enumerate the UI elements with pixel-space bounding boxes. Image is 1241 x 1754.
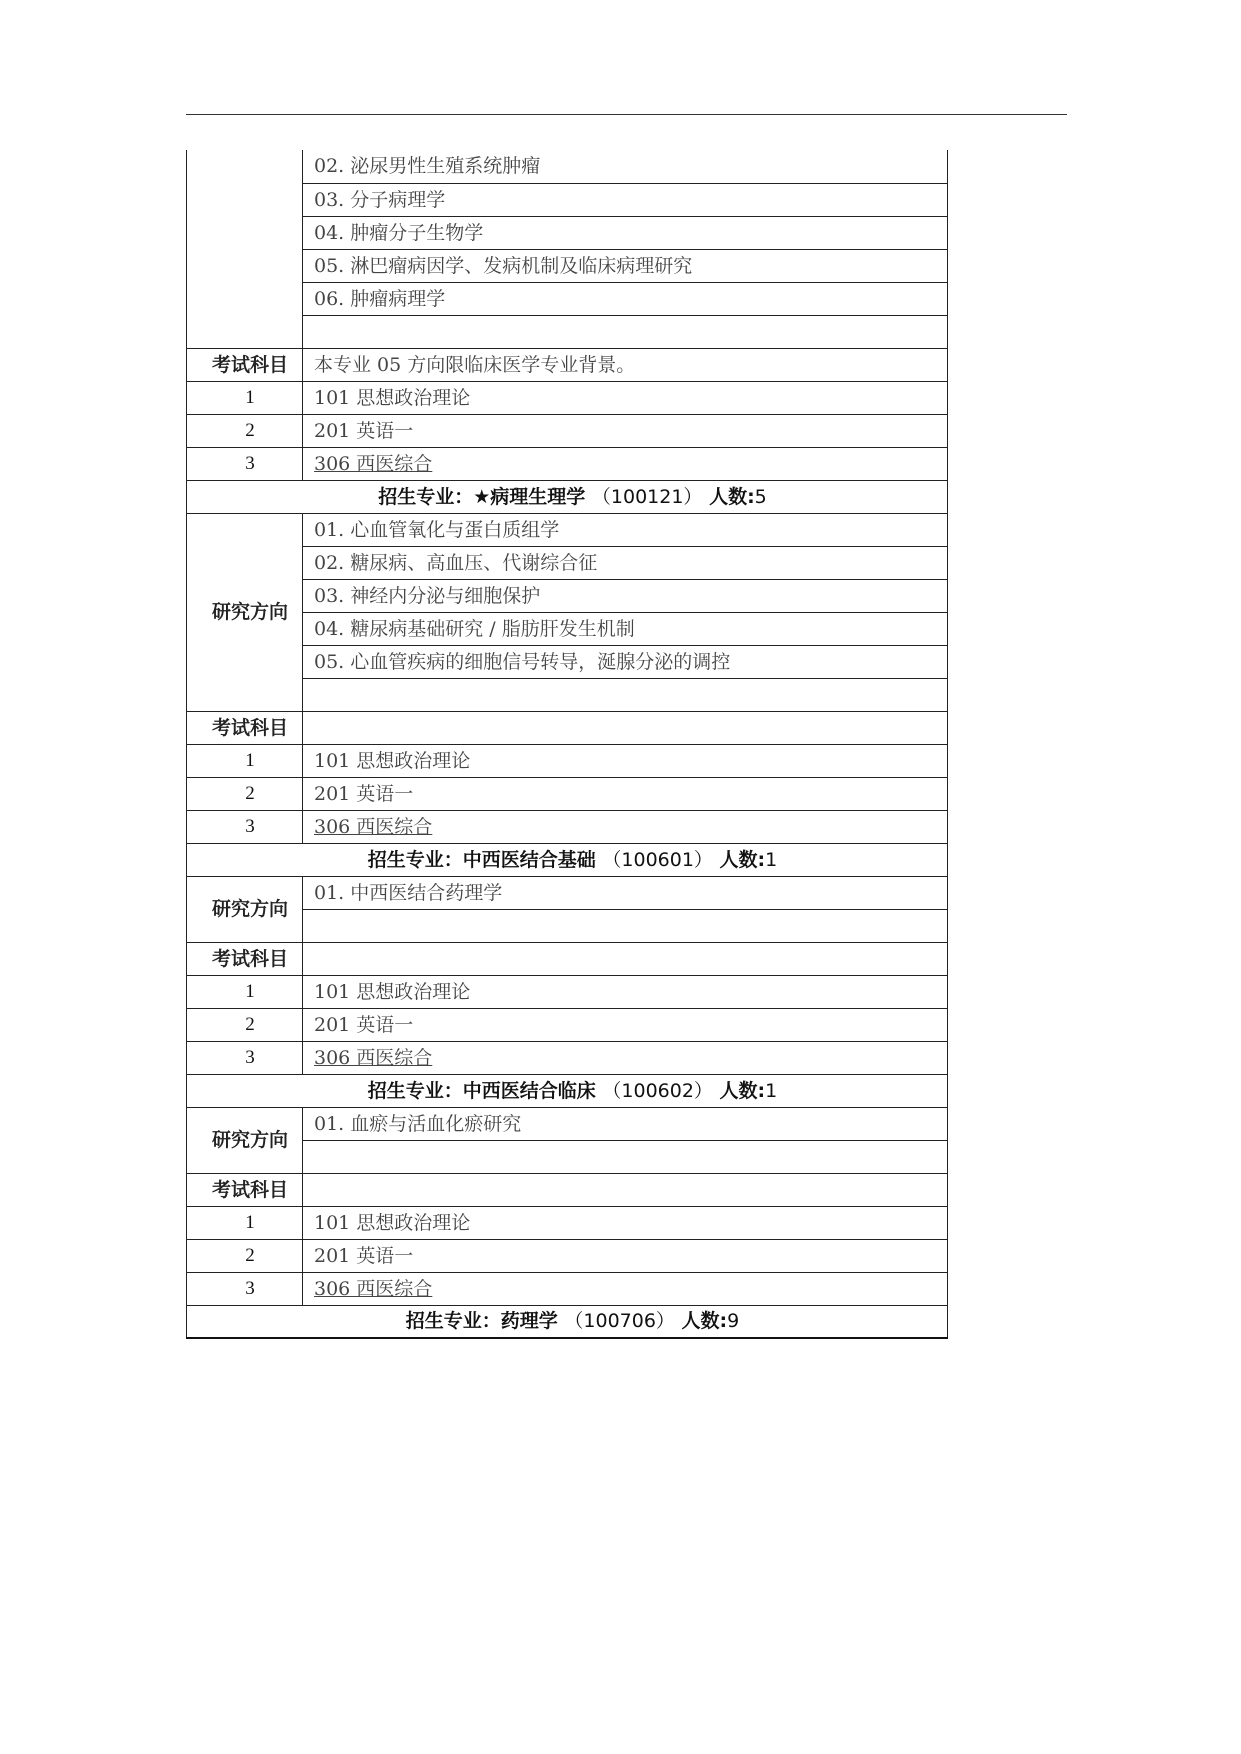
exam-row [187, 1041, 948, 1074]
exam-header-row [187, 348, 948, 381]
exam-number: 3 [187, 447, 303, 480]
major-prefix: 招生专业： [378, 485, 474, 508]
major-code: （100121） [591, 485, 703, 508]
exam-number: 2 [187, 414, 303, 447]
page-header-rule [186, 114, 1067, 115]
exam-header-row [187, 1173, 948, 1206]
empty-cell [303, 909, 948, 942]
empty-cell [303, 1173, 948, 1206]
major-count-label: 人数: [719, 848, 766, 871]
exam-row [187, 447, 948, 480]
exam-subject-link[interactable]: 306 西医综合 [314, 452, 433, 475]
major-header [187, 480, 948, 513]
major-name: 药理学 [500, 1310, 558, 1333]
major-name: ★病理生理学 [473, 485, 586, 508]
direction-item: 05. 淋巴瘤病因学、发病机制及临床病理研究 [303, 249, 948, 282]
major-header-row [187, 843, 948, 876]
exam-row [187, 975, 948, 1008]
exam-subject-cell [303, 810, 948, 843]
enrollment-table [186, 150, 948, 1339]
exam-row [187, 1239, 948, 1272]
direction-item: 02. 糖尿病、高血压、代谢综合征 [303, 546, 948, 579]
major-header-row [187, 480, 948, 513]
direction-item: 01. 心血管氧化与蛋白质组学 [303, 513, 948, 546]
exam-subject: 201 英语一 [303, 1008, 948, 1041]
exam-number: 3 [187, 1272, 303, 1305]
major-count-label: 人数: [681, 1310, 728, 1333]
exam-subject: 101 思想政治理论 [303, 1206, 948, 1239]
major-prefix: 招生专业： [367, 1079, 463, 1102]
direction-row [187, 513, 948, 546]
direction-item: 03. 分子病理学 [303, 183, 948, 216]
exam-note: 本专业 05 方向限临床医学专业背景。 [303, 348, 948, 381]
exam-subject-cell [303, 1041, 948, 1074]
exam-row [187, 810, 948, 843]
major-code: （100602） [602, 1079, 713, 1102]
major-count: 9 [727, 1310, 740, 1333]
empty-cell [303, 315, 948, 348]
direction-item: 03. 神经内分泌与细胞保护 [303, 579, 948, 612]
exam-number: 1 [187, 381, 303, 414]
major-header [187, 843, 948, 876]
direction-row [187, 876, 948, 909]
empty-cell [303, 1140, 948, 1173]
exam-subject-link[interactable]: 306 西医综合 [314, 1277, 433, 1300]
major-name: 中西医结合基础 [462, 848, 596, 871]
exam-header-row [187, 942, 948, 975]
direction-item: 02. 泌尿男性生殖系统肿瘤 [303, 150, 948, 183]
empty-cell [303, 711, 948, 744]
direction-item: 04. 肿瘤分子生物学 [303, 216, 948, 249]
exam-subject: 101 思想政治理论 [303, 744, 948, 777]
exam-row [187, 414, 948, 447]
exam-header-row [187, 711, 948, 744]
major-code: （100601） [602, 848, 713, 871]
exam-subject: 101 思想政治理论 [303, 381, 948, 414]
exam-subject: 201 英语一 [303, 1239, 948, 1272]
exam-number: 3 [187, 810, 303, 843]
direction-label: 研究方向 [187, 513, 303, 711]
direction-row [187, 1107, 948, 1140]
exam-label: 考试科目 [187, 1173, 303, 1206]
exam-subject: 201 英语一 [303, 414, 948, 447]
major-prefix: 招生专业： [405, 1310, 501, 1333]
direction-label: 研究方向 [187, 1107, 303, 1173]
exam-row [187, 381, 948, 414]
direction-item: 05. 心血管疾病的细胞信号转导，涎腺分泌的调控 [303, 645, 948, 678]
major-header-row [187, 1074, 948, 1107]
direction-item: 04. 糖尿病基础研究 / 脂肪肝发生机制 [303, 612, 948, 645]
exam-row [187, 1206, 948, 1239]
exam-label: 考试科目 [187, 348, 303, 381]
exam-row [187, 777, 948, 810]
direction-row [187, 150, 948, 183]
exam-number: 2 [187, 1239, 303, 1272]
major-header [187, 1305, 948, 1338]
major-name: 中西医结合临床 [462, 1079, 596, 1102]
major-header-row [187, 1305, 948, 1338]
major-count: 1 [765, 848, 778, 871]
exam-label: 考试科目 [187, 942, 303, 975]
exam-number: 1 [187, 1206, 303, 1239]
empty-cell [303, 942, 948, 975]
exam-number: 1 [187, 975, 303, 1008]
direction-item: 01. 中西医结合药理学 [303, 876, 948, 909]
major-count-label: 人数: [719, 1079, 766, 1102]
major-count-label: 人数: [709, 485, 755, 508]
major-count: 1 [765, 1079, 778, 1102]
exam-row [187, 1272, 948, 1305]
exam-number: 2 [187, 1008, 303, 1041]
exam-number: 3 [187, 1041, 303, 1074]
major-count: 5 [754, 485, 767, 508]
exam-subject-link[interactable]: 306 西医综合 [314, 815, 433, 838]
exam-row [187, 744, 948, 777]
direction-label-cell-continued [187, 150, 303, 348]
exam-subject-cell [303, 1272, 948, 1305]
major-header [187, 1074, 948, 1107]
exam-subject-link[interactable]: 306 西医综合 [314, 1046, 433, 1069]
exam-subject: 201 英语一 [303, 777, 948, 810]
exam-label: 考试科目 [187, 711, 303, 744]
exam-number: 2 [187, 777, 303, 810]
exam-subject: 101 思想政治理论 [303, 975, 948, 1008]
exam-subject-cell [303, 447, 948, 480]
major-prefix: 招生专业： [367, 848, 463, 871]
direction-item: 01. 血瘀与活血化瘀研究 [303, 1107, 948, 1140]
empty-cell [303, 678, 948, 711]
exam-row [187, 1008, 948, 1041]
exam-number: 1 [187, 744, 303, 777]
direction-item: 06. 肿瘤病理学 [303, 282, 948, 315]
major-code: （100706） [564, 1310, 675, 1333]
direction-label: 研究方向 [187, 876, 303, 942]
